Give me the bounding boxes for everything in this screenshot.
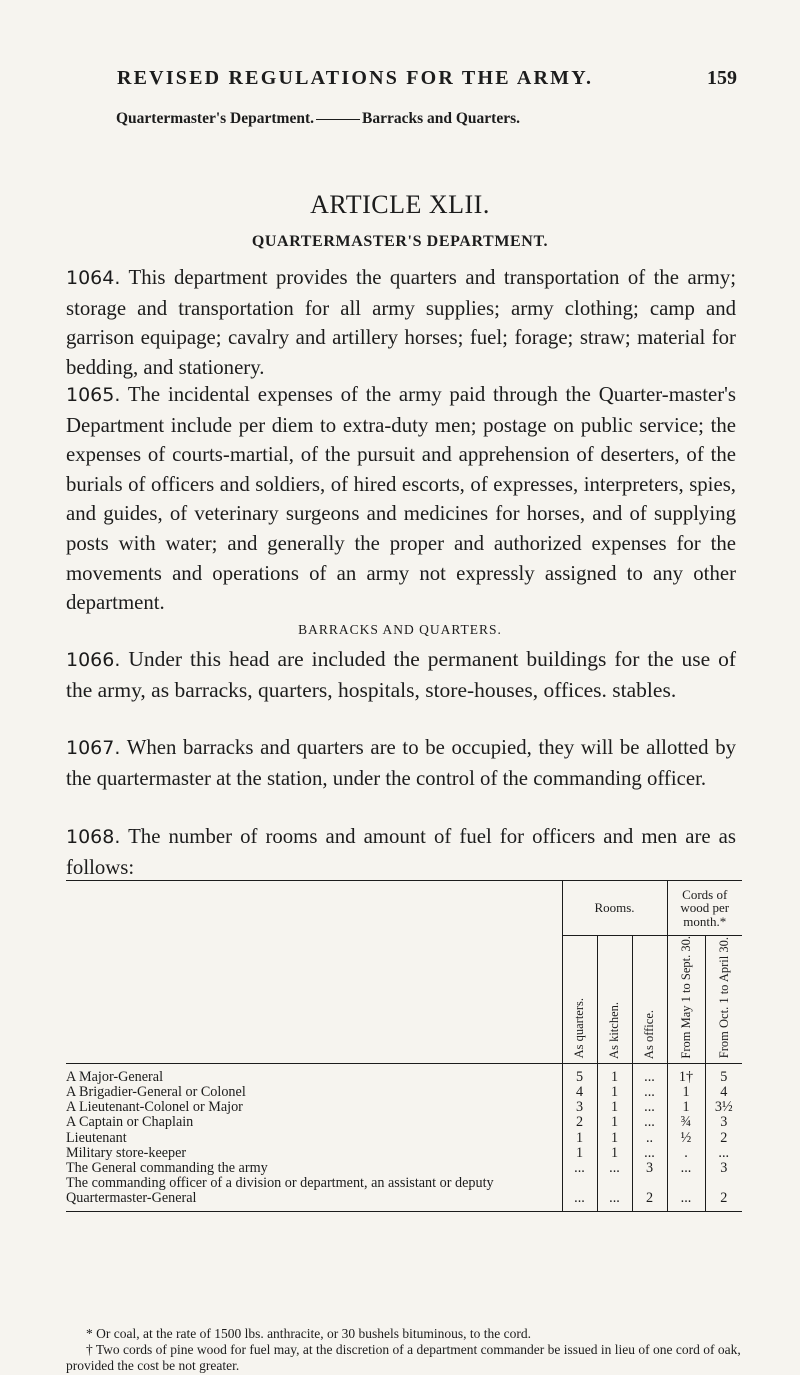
footnote-dagger: † Two cords of pine wood for fuel may, at the discretion of a department commander be issued in lieu of one cord of oak, provided the cost be not greater.	[66, 1342, 741, 1373]
paragraph-text: The number of rooms and amount of fuel for officers and men are as follows:	[66, 825, 736, 879]
row-value: ...	[632, 1100, 667, 1115]
paragraph-1066	[66, 644, 736, 705]
row-value: 1†	[667, 1063, 705, 1085]
paragraph-number: 1068.	[66, 826, 121, 848]
running-head	[117, 67, 737, 90]
paragraph-1064	[66, 263, 736, 382]
row-value: 3	[632, 1161, 667, 1176]
row-value: 1	[597, 1115, 632, 1130]
paragraph-number: 1064.	[66, 267, 121, 289]
row-value: 3	[705, 1115, 742, 1130]
col-may-sept: From May 1 to Sept. 30.	[667, 936, 705, 1064]
row-value: ...	[562, 1161, 597, 1176]
row-value: 3	[705, 1161, 742, 1176]
row-value: 1	[597, 1131, 632, 1146]
row-value: ...	[597, 1161, 632, 1176]
row-value: ...	[705, 1146, 742, 1161]
row-value: 2	[705, 1131, 742, 1146]
row-label: A Major-General	[66, 1068, 164, 1085]
table-row	[66, 1161, 742, 1176]
row-value: 2	[705, 1176, 742, 1211]
row-value: ...	[597, 1176, 632, 1211]
row-label: Military store-keeper	[66, 1144, 187, 1161]
footnote-star: * Or coal, at the rate of 1500 lbs. anthracite, or 30 bushels bituminous, to the cord.	[86, 1326, 532, 1341]
row-value: 3	[562, 1100, 597, 1115]
table-row	[66, 1100, 742, 1115]
subhead-dash	[316, 119, 360, 120]
rooms-group-header: Rooms.	[562, 881, 667, 936]
row-value: ...	[667, 1176, 705, 1211]
subhead-right: Barracks and Quarters.	[362, 110, 521, 127]
row-value: .	[667, 1146, 705, 1161]
section-heading: BARRACKS AND QUARTERS.	[298, 622, 502, 637]
cords-group-header: Cords of wood per month.*	[667, 881, 742, 936]
row-value: 1	[562, 1146, 597, 1161]
row-value: ...	[632, 1085, 667, 1100]
table-row	[66, 1176, 742, 1211]
row-label: A Captain or Chaplain	[66, 1114, 194, 1131]
col-as-office: As office.	[632, 936, 667, 1064]
row-value: ½	[667, 1131, 705, 1146]
department-title: QUARTERMASTER'S DEPARTMENT.	[251, 233, 549, 250]
row-value: 1	[562, 1131, 597, 1146]
row-label: Lieutenant	[66, 1129, 127, 1146]
row-value: 1	[597, 1146, 632, 1161]
row-value: ...	[632, 1146, 667, 1161]
footnotes	[66, 1326, 746, 1374]
table-row	[66, 1146, 742, 1161]
table-row	[66, 1063, 742, 1085]
row-value: 4	[562, 1085, 597, 1100]
row-value: 3½	[705, 1100, 742, 1115]
table-body	[66, 1063, 742, 1211]
table-row	[66, 1131, 742, 1146]
row-value: 5	[562, 1063, 597, 1085]
row-value: ..	[632, 1131, 667, 1146]
paragraph-number: 1066.	[66, 649, 121, 671]
table-row	[66, 1115, 742, 1130]
paragraph-1067	[66, 733, 736, 793]
row-label: The General commanding the army	[66, 1160, 268, 1176]
row-label: A Brigadier-General or Colonel	[66, 1083, 246, 1100]
row-value: ...	[562, 1176, 597, 1211]
paragraph-text: When barracks and quarters are to be occupied, they will be allotted by the quartermaster at the station, under the control of the commanding officer.	[66, 736, 736, 790]
paragraph-1065	[66, 380, 736, 618]
row-value: ...	[667, 1161, 705, 1176]
row-value: 2	[562, 1115, 597, 1130]
paragraph-text: The incidental expenses of the army paid through the Quarter-master's Department include per diem to extra-duty men; postage on public service; the expenses of courts-martial, of the pursuit and apprehension of deserters, of the burials of officers and soldiers, of hired escorts, of expresses, interpreters, spies, and guides, of veterinary surgeons and medicines for horses, and of supplying posts with water; and generally the proper and authorized expenses for the movements and operations of an army not expressly assigned to any other department.	[66, 383, 736, 615]
col-as-kitchen: As kitchen.	[597, 936, 632, 1064]
running-head-title: REVISED REGULATIONS FOR THE ARMY.	[117, 67, 594, 89]
row-value: 5	[705, 1063, 742, 1085]
row-value: 1	[597, 1100, 632, 1115]
row-value: ...	[632, 1115, 667, 1130]
row-label: The commanding officer of a division or department, an assistant or deputy Quartermaster-General	[66, 1176, 562, 1211]
paragraph-1068	[66, 822, 736, 882]
paragraph-number: 1067.	[66, 737, 121, 759]
row-label: A Lieutenant-Colonel or Major	[66, 1099, 243, 1116]
article-title: ARTICLE XLII.	[310, 190, 490, 219]
row-value: 2	[632, 1176, 667, 1211]
paragraph-number: 1065.	[66, 384, 121, 406]
paragraph-text: This department provides the quarters and transportation of the army; storage and transportation for all army supplies; army clothing; camp and garrison equipage; cavalry and artillery horses; fuel; forage; straw; material for bedding, and stationery.	[66, 266, 736, 379]
row-value: 4	[705, 1085, 742, 1100]
quarters-fuel-table	[66, 880, 742, 1212]
row-value: 1	[597, 1063, 632, 1085]
table-row	[66, 1085, 742, 1100]
paragraph-text: Under this head are included the permanent buildings for the use of the army, as barracks, quarters, hospitals, store-houses, offices. stables.	[66, 647, 736, 702]
row-value: 1	[597, 1085, 632, 1100]
subhead-left: Quartermaster's Department.	[116, 110, 314, 127]
page-number: 159	[707, 67, 737, 89]
section-subhead	[116, 110, 520, 128]
col-as-quarters: As quarters.	[562, 936, 597, 1064]
row-value: 1	[667, 1085, 705, 1100]
row-value: ...	[632, 1063, 667, 1085]
row-value: 1	[667, 1100, 705, 1115]
col-oct-april: From Oct. 1 to April 30.	[705, 936, 742, 1064]
row-value: ¾	[667, 1115, 705, 1130]
